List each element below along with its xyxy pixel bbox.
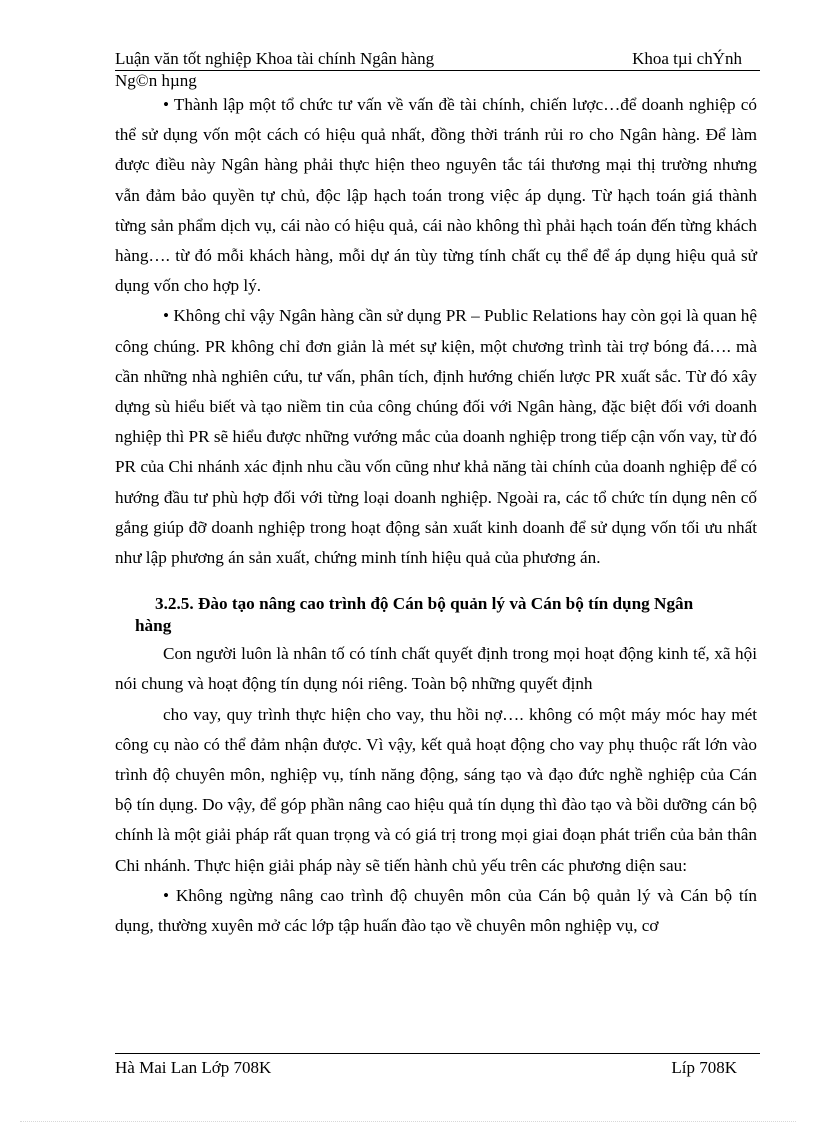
page-header xyxy=(115,48,760,70)
paragraph-credit-officers: cho vay, quy trình thực hiện cho vay, thu hồi nợ…. không có một máy móc hay mét công cụ nào có thể đảm nhận được. Vì vậy, kết quả hoạt động cho vay phụ thuộc rất lớn vào trình độ chuyên môn, nghiệp vụ, tính năng động, sáng tạo và đạo đức nghề nghiệp của Cán bộ tín dụng. Do vậy, để góp phần nâng cao hiệu quả tín dụng thì đào tạo và bồi dưỡng cán bộ chính là một giải pháp rất quan trọng và có giá trị trong mọi giai đoạn phát triển của bản thân Chi nhánh. Thực hiện giải pháp này sẽ tiến hành chủ yếu trên các phương diện sau: xyxy=(115,704,757,875)
section-heading xyxy=(115,593,757,637)
paragraph-consulting: • Thành lập một tổ chức tư vấn về vấn đề tài chính, chiến lược…để doanh nghiệp có thể sử dụng vốn một cách có hiệu quả nhất, đồng thời tránh rủi ro cho Ngân hàng. Để làm được điều này Ngân hàng phải thực hiện theo nguyên tắc tái thương mại thị trường nhưng vẫn đảm bảo quyền tự chủ, độc lập hạch toán trong việc áp dụng. Từ hạch toán giá thành từng sản phẩm dịch vụ, cái nào có hiệu quả, cái nào không thì phải hạch toán đến từng khách hàng…. từ đó mỗi khách hàng, mỗi dự án tùy từng tính chất cụ thể để áp dụng hiệu quả sử dụng vốn cho hợp lý. xyxy=(115,95,757,296)
section-heading-line1: 3.2.5. Đào tạo nâng cao trình độ Cán bộ quản lý và Cán bộ tín dụng Ngân xyxy=(155,594,694,614)
paragraph-training: • Không ngừng nâng cao trình độ chuyên môn của Cán bộ quản lý và Cán bộ tín dụng, thường xuyên mở các lớp tập huấn đào tạo về chuyên môn nghiệp vụ, cơ xyxy=(115,885,757,936)
paragraph-human-factor: Con người luôn là nhân tố có tính chất quyết định trong mọi hoạt động kinh tế, xã hội nói chung và hoạt động tín dụng nói riêng. Toàn bộ những quyết định xyxy=(115,644,757,694)
section-heading-line2: hàng xyxy=(135,616,172,636)
footer-divider xyxy=(115,1053,760,1054)
document-body xyxy=(115,90,757,941)
header-title-left: Luận văn tốt nghiệp Khoa tài chính Ngân hàng xyxy=(115,49,435,68)
page-bottom-border xyxy=(20,1121,796,1122)
header-divider xyxy=(115,70,760,71)
footer-author: Hà Mai Lan Lớp 708K xyxy=(115,1058,272,1077)
header-continuation: Ng©n hµng xyxy=(115,71,197,90)
header-title-right: Khoa tµi chÝnh xyxy=(632,49,742,68)
paragraph-public-relations: • Không chỉ vậy Ngân hàng cần sử dụng PR – Public Relations hay còn gọi là quan hệ công chúng. PR không chỉ đơn giản là mét sự kiện, một chương trình tài trợ bóng đá…. mà cần những nhà nghiên cứu, tư vấn, phân tích, định hướng chiến lược PR xuất sắc. Từ đó xây dựng sù hiểu biết và tạo niềm tin của công chúng đối với Ngân hàng, đặc biệt đối với doanh nghiệp thì PR sẽ hiểu được những vướng mắc của doanh nghiệp trong tiếp cận vốn vay, từ đó PR của Chi nhánh xác định nhu cầu vốn cũng như khả năng tài chính của doanh nghiệp để có hướng đầu tư phù hợp đối với từng loại doanh nghiệp. Ngoài ra, các tổ chức tín dụng nên cố gắng giúp đỡ doanh nghiệp trong hoạt động sản xuất kinh doanh để sử dụng vốn tối ưu nhất như lập phương án sản xuất, chứng minh tính hiệu quả của phương án. xyxy=(115,306,757,568)
footer-class: Líp 708K xyxy=(671,1058,737,1077)
header-line xyxy=(115,48,760,70)
